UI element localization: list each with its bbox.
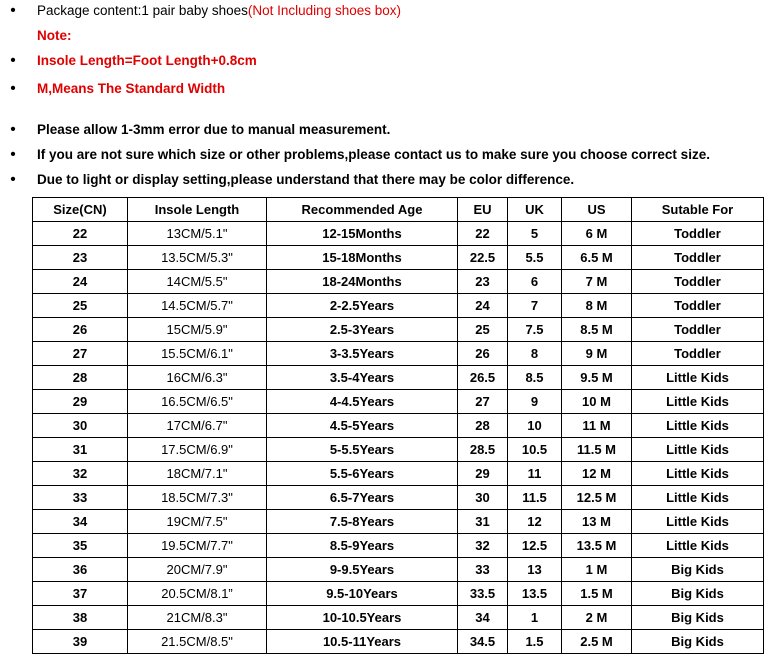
cell-eu: 26.5: [458, 366, 508, 390]
cell-us: 12 M: [562, 462, 632, 486]
cell-us: 2 M: [562, 606, 632, 630]
cell-suitable-for: Little Kids: [632, 534, 764, 558]
table-body: [33, 222, 764, 654]
cell-eu: 34: [458, 606, 508, 630]
cell-uk: 12.5: [508, 534, 562, 558]
table-row: [33, 630, 764, 654]
header-recommended-age: Recommended Age: [267, 198, 458, 222]
cell-recommended-age: 9.5-10Years: [267, 582, 458, 606]
cell-suitable-for: Little Kids: [632, 390, 764, 414]
cell-insole-length: 14.5CM/5.7": [128, 294, 267, 318]
cell-uk: 6: [508, 270, 562, 294]
cell-size-cn: 32: [33, 462, 128, 486]
cell-suitable-for: Little Kids: [632, 414, 764, 438]
cell-size-cn: 26: [33, 318, 128, 342]
cell-suitable-for: Big Kids: [632, 558, 764, 582]
cell-uk: 8.5: [508, 366, 562, 390]
package-content-note: (Not Including shoes box): [247, 3, 401, 18]
cell-suitable-for: Toddler: [632, 318, 764, 342]
cell-recommended-age: 9-9.5Years: [267, 558, 458, 582]
cell-suitable-for: Big Kids: [632, 630, 764, 654]
cell-suitable-for: Little Kids: [632, 366, 764, 390]
cell-size-cn: 34: [33, 510, 128, 534]
cell-us: 9.5 M: [562, 366, 632, 390]
cell-recommended-age: 8.5-9Years: [267, 534, 458, 558]
table-row: [33, 438, 764, 462]
cell-eu: 22.5: [458, 246, 508, 270]
cell-insole-length: 13CM/5.1": [128, 222, 267, 246]
header-us: US: [562, 198, 632, 222]
cell-eu: 26: [458, 342, 508, 366]
cell-recommended-age: 10-10.5Years: [267, 606, 458, 630]
cell-uk: 10: [508, 414, 562, 438]
cell-size-cn: 22: [33, 222, 128, 246]
cell-insole-length: 19CM/7.5": [128, 510, 267, 534]
cell-suitable-for: Big Kids: [632, 582, 764, 606]
cell-eu: 30: [458, 486, 508, 510]
table-row: [33, 582, 764, 606]
cell-us: 11.5 M: [562, 438, 632, 462]
table-row: [33, 318, 764, 342]
package-content-text: [37, 1, 401, 21]
cell-suitable-for: Toddler: [632, 270, 764, 294]
bullet-icon: •: [10, 121, 16, 138]
cell-uk: 7.5: [508, 318, 562, 342]
cell-uk: 5: [508, 222, 562, 246]
cell-uk: 9: [508, 390, 562, 414]
bullet-icon: •: [10, 146, 16, 163]
header-uk: UK: [508, 198, 562, 222]
cell-insole-length: 16CM/6.3": [128, 366, 267, 390]
header-eu: EU: [458, 198, 508, 222]
cell-insole-length: 20CM/7.9": [128, 558, 267, 582]
cell-us: 1.5 M: [562, 582, 632, 606]
cell-eu: 23: [458, 270, 508, 294]
header-suitable-for: Sutable For: [632, 198, 764, 222]
table-row: [33, 270, 764, 294]
cell-recommended-age: 18-24Months: [267, 270, 458, 294]
cell-us: 1 M: [562, 558, 632, 582]
cell-us: 12.5 M: [562, 486, 632, 510]
cell-us: 6 M: [562, 222, 632, 246]
cell-suitable-for: Toddler: [632, 246, 764, 270]
cell-suitable-for: Little Kids: [632, 438, 764, 462]
cell-suitable-for: Little Kids: [632, 486, 764, 510]
cell-recommended-age: 3.5-4Years: [267, 366, 458, 390]
cell-size-cn: 29: [33, 390, 128, 414]
table-row: [33, 366, 764, 390]
cell-eu: 28: [458, 414, 508, 438]
size-chart-table: [32, 197, 764, 654]
cell-uk: 8: [508, 342, 562, 366]
cell-suitable-for: Little Kids: [632, 510, 764, 534]
cell-suitable-for: Toddler: [632, 222, 764, 246]
cell-us: 7 M: [562, 270, 632, 294]
cell-recommended-age: 3-3.5Years: [267, 342, 458, 366]
cell-eu: 25: [458, 318, 508, 342]
cell-recommended-age: 4-4.5Years: [267, 390, 458, 414]
cell-size-cn: 39: [33, 630, 128, 654]
table-header-row: [33, 198, 764, 222]
cell-recommended-age: 6.5-7Years: [267, 486, 458, 510]
table-row: [33, 390, 764, 414]
cell-recommended-age: 7.5-8Years: [267, 510, 458, 534]
cell-suitable-for: Toddler: [632, 342, 764, 366]
cell-us: 6.5 M: [562, 246, 632, 270]
table-row: [33, 342, 764, 366]
cell-eu: 34.5: [458, 630, 508, 654]
cell-eu: 28.5: [458, 438, 508, 462]
cell-us: 10 M: [562, 390, 632, 414]
cell-size-cn: 36: [33, 558, 128, 582]
cell-us: 13 M: [562, 510, 632, 534]
cell-insole-length: 21.5CM/8.5": [128, 630, 267, 654]
cell-recommended-age: 2.5-3Years: [267, 318, 458, 342]
cell-suitable-for: Toddler: [632, 294, 764, 318]
table-row: [33, 510, 764, 534]
cell-uk: 12: [508, 510, 562, 534]
cell-uk: 13: [508, 558, 562, 582]
error-note-text: Please allow 1-3mm error due to manual measurement.: [37, 122, 391, 137]
cell-eu: 31: [458, 510, 508, 534]
cell-insole-length: 21CM/8.3": [128, 606, 267, 630]
cell-size-cn: 31: [33, 438, 128, 462]
cell-us: 8 M: [562, 294, 632, 318]
cell-size-cn: 24: [33, 270, 128, 294]
table-row: [33, 294, 764, 318]
insole-rule-text: Insole Length=Foot Length+0.8cm: [37, 53, 257, 68]
cell-eu: 33.5: [458, 582, 508, 606]
package-content-label: Package content:1 pair baby shoes: [37, 3, 248, 18]
cell-recommended-age: 5.5-6Years: [267, 462, 458, 486]
table-row: [33, 486, 764, 510]
table-row: [33, 534, 764, 558]
note-title: Note:: [37, 28, 72, 43]
cell-uk: 7: [508, 294, 562, 318]
table-row: [33, 462, 764, 486]
cell-uk: 5.5: [508, 246, 562, 270]
cell-eu: 27: [458, 390, 508, 414]
cell-recommended-age: 2-2.5Years: [267, 294, 458, 318]
cell-uk: 11: [508, 462, 562, 486]
cell-eu: 32: [458, 534, 508, 558]
cell-size-cn: 35: [33, 534, 128, 558]
cell-suitable-for: Big Kids: [632, 606, 764, 630]
cell-uk: 1: [508, 606, 562, 630]
header-insole-length: Insole Length: [128, 198, 267, 222]
cell-uk: 11.5: [508, 486, 562, 510]
cell-eu: 24: [458, 294, 508, 318]
contact-note-text: If you are not sure which size or other problems,please contact us to make sure you choose correct size.: [37, 147, 710, 162]
width-rule-text: M,Means The Standard Width: [37, 81, 226, 96]
cell-insole-length: 13.5CM/5.3": [128, 246, 267, 270]
cell-recommended-age: 12-15Months: [267, 222, 458, 246]
table-row: [33, 222, 764, 246]
table-row: [33, 414, 764, 438]
cell-insole-length: 16.5CM/6.5": [128, 390, 267, 414]
bullet-icon: •: [10, 80, 16, 97]
cell-recommended-age: 10.5-11Years: [267, 630, 458, 654]
cell-size-cn: 37: [33, 582, 128, 606]
cell-us: 8.5 M: [562, 318, 632, 342]
cell-size-cn: 30: [33, 414, 128, 438]
cell-recommended-age: 4.5-5Years: [267, 414, 458, 438]
header-size-cn: Size(CN): [33, 198, 128, 222]
cell-size-cn: 38: [33, 606, 128, 630]
cell-uk: 1.5: [508, 630, 562, 654]
cell-eu: 29: [458, 462, 508, 486]
color-note-text: Due to light or display setting,please understand that there may be color difference.: [37, 172, 575, 187]
cell-insole-length: 20.5CM/8.1”: [128, 582, 267, 606]
cell-insole-length: 19.5CM/7.7": [128, 534, 267, 558]
cell-size-cn: 27: [33, 342, 128, 366]
cell-insole-length: 18.5CM/7.3": [128, 486, 267, 510]
bullet-icon: •: [10, 2, 16, 19]
table-row: [33, 246, 764, 270]
cell-us: 11 M: [562, 414, 632, 438]
cell-suitable-for: Little Kids: [632, 462, 764, 486]
cell-insole-length: 18CM/7.1": [128, 462, 267, 486]
cell-insole-length: 15CM/5.9": [128, 318, 267, 342]
cell-size-cn: 28: [33, 366, 128, 390]
cell-eu: 33: [458, 558, 508, 582]
cell-recommended-age: 15-18Months: [267, 246, 458, 270]
table-row: [33, 606, 764, 630]
cell-insole-length: 14CM/5.5": [128, 270, 267, 294]
cell-us: 13.5 M: [562, 534, 632, 558]
cell-size-cn: 23: [33, 246, 128, 270]
cell-uk: 13.5: [508, 582, 562, 606]
bullet-icon: •: [10, 52, 16, 69]
cell-us: 9 M: [562, 342, 632, 366]
cell-insole-length: 17.5CM/6.9": [128, 438, 267, 462]
cell-us: 2.5 M: [562, 630, 632, 654]
cell-insole-length: 17CM/6.7": [128, 414, 267, 438]
table-row: [33, 558, 764, 582]
bullet-icon: •: [10, 171, 16, 188]
cell-size-cn: 25: [33, 294, 128, 318]
cell-eu: 22: [458, 222, 508, 246]
cell-insole-length: 15.5CM/6.1": [128, 342, 267, 366]
cell-recommended-age: 5-5.5Years: [267, 438, 458, 462]
cell-size-cn: 33: [33, 486, 128, 510]
cell-uk: 10.5: [508, 438, 562, 462]
